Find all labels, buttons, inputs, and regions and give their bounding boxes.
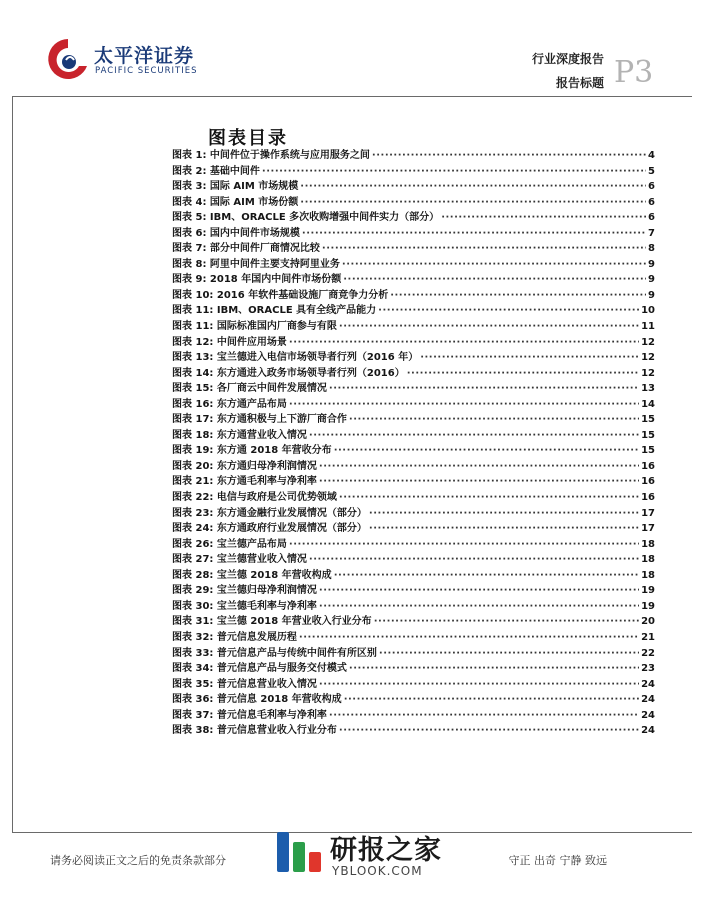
toc-entry-page: 5 <box>648 165 655 177</box>
toc-entry[interactable] <box>172 723 655 739</box>
watermark-english: YBLOOK.COM <box>332 864 423 878</box>
toc-entry-label: 图表 5: IBM、ORACLE 多次收购增强中间件实力（部分） <box>172 212 440 224</box>
figure-toc-list <box>172 148 655 739</box>
toc-entry-page: 18 <box>641 538 655 550</box>
report-title: 报告标题 <box>555 76 604 90</box>
toc-entry-label: 图表 13: 宝兰德进入电信市场领导者行列（2016 年） <box>172 352 419 364</box>
toc-entry-label: 图表 11: IBM、ORACLE 具有全线产品能力 <box>172 305 377 317</box>
toc-entry-label: 图表 8: 阿里中间件主要支持阿里业务 <box>172 258 340 270</box>
toc-leader-dots <box>299 630 639 646</box>
toc-leader-dots <box>441 210 646 226</box>
toc-leader-dots <box>407 366 639 382</box>
toc-leader-dots <box>374 614 639 630</box>
toc-entry[interactable] <box>172 195 655 211</box>
watermark <box>274 824 464 886</box>
toc-entry[interactable] <box>172 474 655 490</box>
toc-leader-dots <box>319 677 639 693</box>
toc-entry-page: 24 <box>641 694 655 706</box>
toc-entry-label: 图表 21: 东方通毛利率与净利率 <box>172 476 317 488</box>
toc-entry-page: 22 <box>641 647 655 659</box>
logo-english-name: PACIFIC SECURITIES <box>95 66 198 76</box>
toc-entry-page: 24 <box>641 678 655 690</box>
toc-leader-dots <box>319 474 639 490</box>
pacific-securities-logo-icon <box>46 36 90 84</box>
toc-entry-page: 16 <box>641 476 655 488</box>
toc-entry-label: 图表 37: 普元信息毛利率与净利率 <box>172 709 327 721</box>
toc-leader-dots <box>319 459 639 475</box>
toc-entry[interactable] <box>172 412 655 428</box>
toc-entry-page: 6 <box>648 196 655 208</box>
toc-entry-page: 4 <box>648 150 655 161</box>
toc-entry-label: 图表 6: 国内中间件市场规模 <box>172 227 300 239</box>
toc-leader-dots <box>339 723 639 739</box>
toc-entry-page: 9 <box>648 258 655 270</box>
toc-entry-page: 18 <box>641 569 655 581</box>
toc-entry[interactable] <box>172 646 655 662</box>
toc-entry[interactable] <box>172 288 655 304</box>
toc-entry-page: 19 <box>641 585 655 597</box>
toc-entry-label: 图表 10: 2016 年软件基础设施厂商竞争力分析 <box>172 289 389 301</box>
footer-motto: 守正 出奇 宁静 致远 <box>508 854 607 867</box>
toc-leader-dots <box>334 568 639 584</box>
toc-entry[interactable] <box>172 521 655 537</box>
toc-entry-page: 24 <box>641 725 655 737</box>
toc-entry[interactable] <box>172 459 655 475</box>
toc-entry-page: 17 <box>641 523 655 535</box>
toc-entry-page: 6 <box>648 181 655 193</box>
toc-entry-page: 20 <box>641 616 655 628</box>
toc-entry-label: 图表 27: 宝兰德营业收入情况 <box>172 554 307 566</box>
toc-entry-label: 图表 20: 东方通归母净利润情况 <box>172 460 317 472</box>
toc-entry[interactable] <box>172 257 655 273</box>
toc-entry[interactable] <box>172 210 655 226</box>
toc-heading: 图表目录 <box>208 128 288 149</box>
toc-entry[interactable] <box>172 303 655 319</box>
toc-entry-label: 图表 18: 东方通营业收入情况 <box>172 429 307 441</box>
toc-entry-page: 10 <box>641 305 655 317</box>
toc-entry-label: 图表 19: 东方通 2018 年营收分布 <box>172 445 332 457</box>
header-rule <box>12 96 692 97</box>
toc-entry-label: 图表 15: 各厂商云中间件发展情况 <box>172 383 327 395</box>
toc-leader-dots <box>262 164 646 180</box>
toc-entry-label: 图表 2: 基础中间件 <box>172 165 260 177</box>
toc-entry[interactable] <box>172 241 655 257</box>
toc-entry-label: 图表 16: 东方通产品布局 <box>172 398 287 410</box>
toc-entry[interactable] <box>172 272 655 288</box>
toc-entry[interactable] <box>172 148 655 164</box>
toc-entry[interactable] <box>172 537 655 553</box>
toc-entry[interactable] <box>172 350 655 366</box>
toc-leader-dots <box>302 226 646 242</box>
toc-leader-dots <box>369 521 639 537</box>
footer-disclaimer: 请务必阅读正文之后的免责条款部分 <box>50 854 226 867</box>
toc-entry[interactable] <box>172 661 655 677</box>
toc-entry[interactable] <box>172 226 655 242</box>
toc-entry[interactable] <box>172 179 655 195</box>
watermark-chinese: 研报之家 <box>330 835 442 866</box>
toc-entry-label: 图表 30: 宝兰德毛利率与净利率 <box>172 600 317 612</box>
toc-entry-page: 9 <box>648 274 655 286</box>
toc-entry[interactable] <box>172 692 655 708</box>
toc-entry[interactable] <box>172 381 655 397</box>
logo-chinese-name: 太平洋证券 <box>94 45 195 67</box>
toc-leader-dots <box>334 443 639 459</box>
page-number: P3 <box>614 55 654 90</box>
toc-entry[interactable] <box>172 614 655 630</box>
toc-leader-dots <box>329 708 639 724</box>
toc-entry-label: 图表 34: 普元信息产品与服务交付模式 <box>172 663 347 675</box>
toc-entry-page: 12 <box>641 352 655 364</box>
toc-entry-page: 12 <box>641 367 655 379</box>
toc-leader-dots <box>379 646 639 662</box>
toc-entry[interactable] <box>172 443 655 459</box>
toc-leader-dots <box>342 257 646 273</box>
toc-leader-dots <box>289 397 639 413</box>
toc-entry-page: 16 <box>641 492 655 504</box>
toc-leader-dots <box>372 148 646 164</box>
toc-entry-page: 19 <box>641 600 655 612</box>
toc-entry-label: 图表 38: 普元信息营业收入行业分布 <box>172 725 337 737</box>
toc-entry-label: 图表 7: 部分中间件厂商情况比较 <box>172 243 320 255</box>
toc-entry-label: 图表 1: 中间件位于操作系统与应用服务之间 <box>172 150 370 161</box>
toc-entry[interactable] <box>172 428 655 444</box>
toc-entry-label: 图表 28: 宝兰德 2018 年营收构成 <box>172 569 332 581</box>
toc-entry-label: 图表 24: 东方通政府行业发展情况（部分） <box>172 523 367 535</box>
toc-entry[interactable] <box>172 366 655 382</box>
toc-entry-page: 23 <box>641 663 655 675</box>
toc-entry-label: 图表 3: 国际 AIM 市场规模 <box>172 181 299 193</box>
toc-entry-page: 11 <box>641 321 655 333</box>
toc-entry-label: 图表 23: 东方通金融行业发展情况（部分） <box>172 507 367 519</box>
toc-entry-label: 图表 31: 宝兰德 2018 年营业收入行业分布 <box>172 616 372 628</box>
toc-entry-page: 17 <box>641 507 655 519</box>
toc-leader-dots <box>300 195 646 211</box>
toc-entry-page: 16 <box>641 460 655 472</box>
company-logo <box>46 36 196 86</box>
toc-entry-label: 图表 17: 东方通积极与上下游厂商合作 <box>172 414 347 426</box>
toc-entry[interactable] <box>172 708 655 724</box>
toc-entry[interactable] <box>172 552 655 568</box>
report-type: 行业深度报告 <box>531 52 604 66</box>
toc-leader-dots <box>329 381 639 397</box>
toc-entry[interactable] <box>172 335 655 351</box>
toc-leader-dots <box>319 583 639 599</box>
toc-entry-label: 图表 36: 普元信息 2018 年营收构成 <box>172 694 342 706</box>
toc-entry-page: 14 <box>641 398 655 410</box>
toc-entry[interactable] <box>172 397 655 413</box>
page-frame-left <box>12 96 13 832</box>
toc-entry[interactable] <box>172 490 655 506</box>
yblook-logo-icon <box>274 826 326 878</box>
toc-leader-dots <box>378 303 639 319</box>
toc-leader-dots <box>344 692 639 708</box>
toc-entry-page: 7 <box>648 227 655 239</box>
toc-leader-dots <box>289 537 639 553</box>
toc-entry[interactable] <box>172 568 655 584</box>
toc-entry-page: 15 <box>641 429 655 441</box>
toc-entry-label: 图表 26: 宝兰德产品布局 <box>172 538 287 550</box>
toc-entry-page: 8 <box>648 243 655 255</box>
toc-entry-label: 图表 33: 普元信息产品与传统中间件有所区别 <box>172 647 377 659</box>
toc-leader-dots <box>289 335 639 351</box>
toc-leader-dots <box>349 661 639 677</box>
toc-leader-dots <box>300 179 646 195</box>
toc-entry[interactable] <box>172 164 655 180</box>
toc-entry[interactable] <box>172 677 655 693</box>
toc-entry-label: 图表 32: 普元信息发展历程 <box>172 631 297 643</box>
toc-entry[interactable] <box>172 506 655 522</box>
toc-leader-dots <box>339 319 639 335</box>
toc-entry-page: 21 <box>641 631 655 643</box>
toc-leader-dots <box>390 288 646 304</box>
toc-leader-dots <box>420 350 639 366</box>
toc-entry-label: 图表 14: 东方通进入政务市场领导者行列（2016） <box>172 367 405 379</box>
toc-entry-page: 15 <box>641 445 655 457</box>
toc-entry-label: 图表 29: 宝兰德归母净利润情况 <box>172 585 317 597</box>
toc-leader-dots <box>319 599 639 615</box>
toc-entry-label: 图表 9: 2018 年国内中间件市场份额 <box>172 274 342 286</box>
toc-entry-page: 13 <box>641 383 655 395</box>
toc-entry[interactable] <box>172 583 655 599</box>
toc-entry[interactable] <box>172 630 655 646</box>
toc-entry-label: 图表 11: 国际标准国内厂商参与有限 <box>172 321 337 333</box>
toc-leader-dots <box>309 428 639 444</box>
toc-entry-page: 9 <box>648 289 655 301</box>
toc-entry[interactable] <box>172 599 655 615</box>
toc-entry-page: 12 <box>641 336 655 348</box>
toc-leader-dots <box>339 490 639 506</box>
toc-leader-dots <box>322 241 646 257</box>
toc-entry-page: 15 <box>641 414 655 426</box>
toc-entry-label: 图表 22: 电信与政府是公司优势领域 <box>172 492 337 504</box>
toc-leader-dots <box>343 272 646 288</box>
toc-leader-dots <box>369 506 639 522</box>
toc-entry-label: 图表 12: 中间件应用场景 <box>172 336 287 348</box>
toc-entry[interactable] <box>172 319 655 335</box>
toc-entry-page: 24 <box>641 709 655 721</box>
toc-entry-page: 18 <box>641 554 655 566</box>
toc-entry-page: 6 <box>648 212 655 224</box>
toc-leader-dots <box>309 552 639 568</box>
toc-entry-label: 图表 4: 国际 AIM 市场份额 <box>172 196 299 208</box>
toc-leader-dots <box>349 412 639 428</box>
toc-entry-label: 图表 35: 普元信息营业收入情况 <box>172 678 317 690</box>
